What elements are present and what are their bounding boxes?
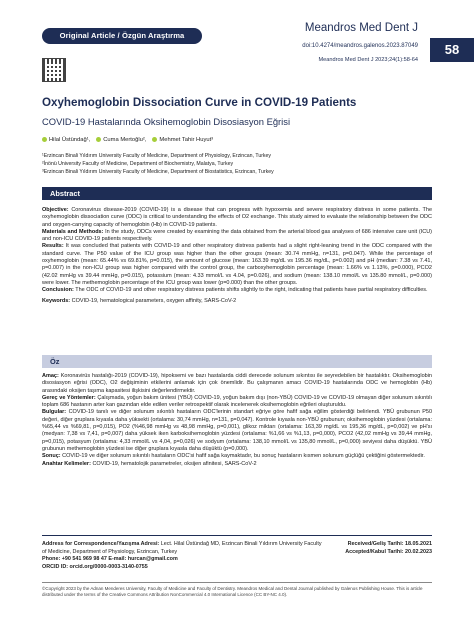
orcid-id[interactable]: ORCID ID: orcid.org/0000-0003-3140-0755 <box>42 563 148 570</box>
article-title: Oxyhemoglobin Dissociation Curve in COVID-19 Patients <box>42 96 357 109</box>
orcid-icon <box>96 137 101 142</box>
author[interactable]: Hilal Üstündağ¹, <box>42 137 90 143</box>
divider <box>42 535 432 536</box>
abstract-results: Results: It was concluded that patients with COVID-19 and other respiratory distress patients had a slight right-leaning trend in the ODC compared with the standard curve. The P50 value of the ICU group was higher than the other groups (mean: 30.74 mmHg, n=131, p=0.047). While the percentage of oxyhemoglobin (mean: 65.44% vs 69.81%, p=0.015), the amount of glucose (mean: 163.39 mg/dL vs 195.36 mg/dL, p=0.002) and pH (median: 7.38 vs 7.41, p=0.007) in the non-ICU group was higher compared with the control group, the carboxyhemoglobin percentage (mean: 1.66% vs 1.13%, p=0.000), PCO2 (42.02 mmHg vs 39.44 mmHg, p=0.015), potassium (mean: 4.33 mmol/L vs 4.04, p=0.026), and sodium (mean: 138.10 mmol/L vs 135.80 mmol/L, p=0.000) were lower. The methemoglobin percentage of the ICU group was lower (p=0.000) than the other groups. <box>42 243 432 286</box>
orcid-icon <box>152 137 157 142</box>
abstract-objective: Objective: Coronavirus disease-2019 (COVID-19) is a disease that can progress with hypoxemia and severe respiratory distress in some patients. The oxyhemoglobin dissociation curve (ODC) is critical to understanding the effects of O2 exchange. This study aimed to evaluate the relationship between the ODC and oxygen-carrying capacity of hemoglobin (Hb) in COVID-19 patients. <box>42 207 433 228</box>
article-type-badge: Original Article / Özgün Araştırma <box>42 28 202 44</box>
qr-code-icon <box>42 58 66 82</box>
orcid-icon <box>42 137 47 142</box>
abstract-heading: Abstract <box>42 187 432 200</box>
received-date: Received/Geliş Tarihi: 18.05.2021 <box>347 541 432 547</box>
accepted-date: Accepted/Kabul Tarihi: 20.02.2023 <box>345 548 432 555</box>
dates-block <box>345 541 432 556</box>
page-number-badge: 58 <box>430 38 474 62</box>
oz-bulgular: Bulgular: COVID-19 tanılı ve diğer solunum sıkıntılı hastaların ODC'lerinin standart eğriye göre hafif sağa eğilim gösterdiği belirlendi. YBÜ grubunun P50 değeri, diğer gruplara kıyasla daha yüksekti (ortalama: 30,74 mmHg, n=131, p=0,047). Kontrole kıyasla non-YBÜ grubunun; oksihemoglobin yüzdesi (ortalama: %65,44 vs %69,81, p=0,015), PO2 (%46,98 mmHg vs 48,98 mmHg, p=0,001), glikoz miktarı (ortalama: 163,39 mg/dL vs 195,36 mg/dL, p=0,002) ve pH'sı (medyan: 7,38 vs 7,41, p=0,007) daha yüksek iken karboksihemoglobin yüzdesi (ortalama: %1,66 vs %1,13, p=0,000), PCO2 (42,02 mmHg vs 39,44 mmHg, p=0,015), potasyum (ortalama: 4,33 mmol/L vs 4,04, p=0,026) ve sodyum (ortalama: 138,10 mmol/L vs 135,80 mmol/L, p=0,000) seviyesi daha düşüktü. YBÜ grubunun methemoglobin yüzdesi ise diğer gruplara kıyasla daha düşüktü (p=0,000). <box>42 409 433 452</box>
abstract-conclusion: Conclusion: The ODC of COVID-19 and other respiratory distress patients shifts slightly to the right, indicating that patients have partial respiratory difficulties. <box>42 287 428 294</box>
author-list <box>42 137 213 143</box>
journal-name: Meandros Med Dent J <box>304 22 418 34</box>
correspondence-block: Address for Correspondence/Yazışma Adresi: Lect. Hilal Üstündağ MD, Erzincan Binali Yıldırım University Faculty of Medicine, Department of Physiology, Erzincan, Turkey Phone: +90 541 969 98 47 E-mail: hurcan@gmail.com ORCID ID: orcid.org/0000-0003-3140-0755 <box>42 541 322 570</box>
oz-sonuc: Sonuç: COVID-19 ve diğer solunum sıkıntılı hastaların ODC'si hafif sağa kaymaktadır, bu sonuç hastaların kısmen solunum güçlüğü çektiğini göstermektedir. <box>42 453 425 460</box>
oz-gerec: Gereç ve Yöntemler: Çalışmada, yoğun bakım ünitesi (YBÜ) COVID-19, yoğun bakım dışı (non-YBÜ) COVID-19 ve COVID-19 olmayan diğer solunum sıkıntılı toplam 686 hastanın arter kan gazından elde edilen veriler retrospektif olarak incelenerek oksihemoglobin eğrileri oluşturuldu. <box>42 394 433 409</box>
author[interactable]: Mehmet Tahir Huyut³ <box>152 137 213 143</box>
citation: Meandros Med Dent J 2023;24(1):58-64 <box>318 57 418 63</box>
affiliation: ¹Erzincan Binali Yıldırım University Faculty of Medicine, Department of Physiology, Erzincan, Turkey <box>42 153 272 159</box>
copyright-notice: ©Copyright 2023 by the Adnan Menderes University, Faculty of Medicine and Faculty of Dentistry. Meandros Medical and Dental Journal published by Galenos Publishing House. This is article distributed under the terms of the Creative Commons Attribution NonCommercial 4.0 International Licence (CC BY-NC 4.0). <box>42 586 423 597</box>
oz-amac: Amaç: Koronavirüs hastalığı-2019 (COVID-19), hipoksemi ve bazı hastalarda ciddi derecede solunum sıkıntısı ile seyredebilen bir hastalıktır. Oksihemoglobin disosiasyon eğrisi (ODC), O2 değişiminin etkilerini anlamak için çok önemlidir. Bu çalışmanın amacı COVID-19 hastalarında ODC ve hemoglobin (Hb) arasındaki oksijen taşıma kapasitesi ilişkisini değerlendirmektir. <box>42 373 432 394</box>
author[interactable]: Cuma Mertoğlu², <box>96 137 146 143</box>
abstract-body <box>42 207 432 305</box>
article-title-turkish: COVID-19 Hastalarında Oksihemoglobin Disosiasyon Eğrisi <box>42 116 291 127</box>
oz-body <box>42 373 432 468</box>
doi-link[interactable]: doi:10.4274/meandros.galenos.2023.87049 <box>302 43 418 49</box>
divider <box>42 582 432 583</box>
oz-heading: Öz <box>42 355 432 368</box>
oz-keywords: Anahtar Kelimeler: COVID-19, hematolojik parametreler, oksijen afinitesi, SARS-CoV-2 <box>42 460 257 467</box>
abstract-keywords: Keywords: COVID-19, hematological parameters, oxygen affinity, SARS-CoV-2 <box>42 297 237 304</box>
contact-phone-email[interactable]: Phone: +90 541 969 98 47 E-mail: hurcan@gmail.com <box>42 556 178 563</box>
affiliation: ³Erzincan Binali Yıldırım University Faculty of Medicine, Department of Biostatistics, Erzincan, Turkey <box>42 169 274 175</box>
abstract-methods: Materials and Methods: In the study, ODCs were created by examining the data obtained from the arterial blood gas analyses of 686 intensive care unit (ICU) and non-ICU COVID-19 patients respectively. <box>42 228 432 243</box>
affiliation: ²İnönü University Faculty of Medicine, Department of Biochemistry, Malatya, Turkey <box>42 161 234 167</box>
